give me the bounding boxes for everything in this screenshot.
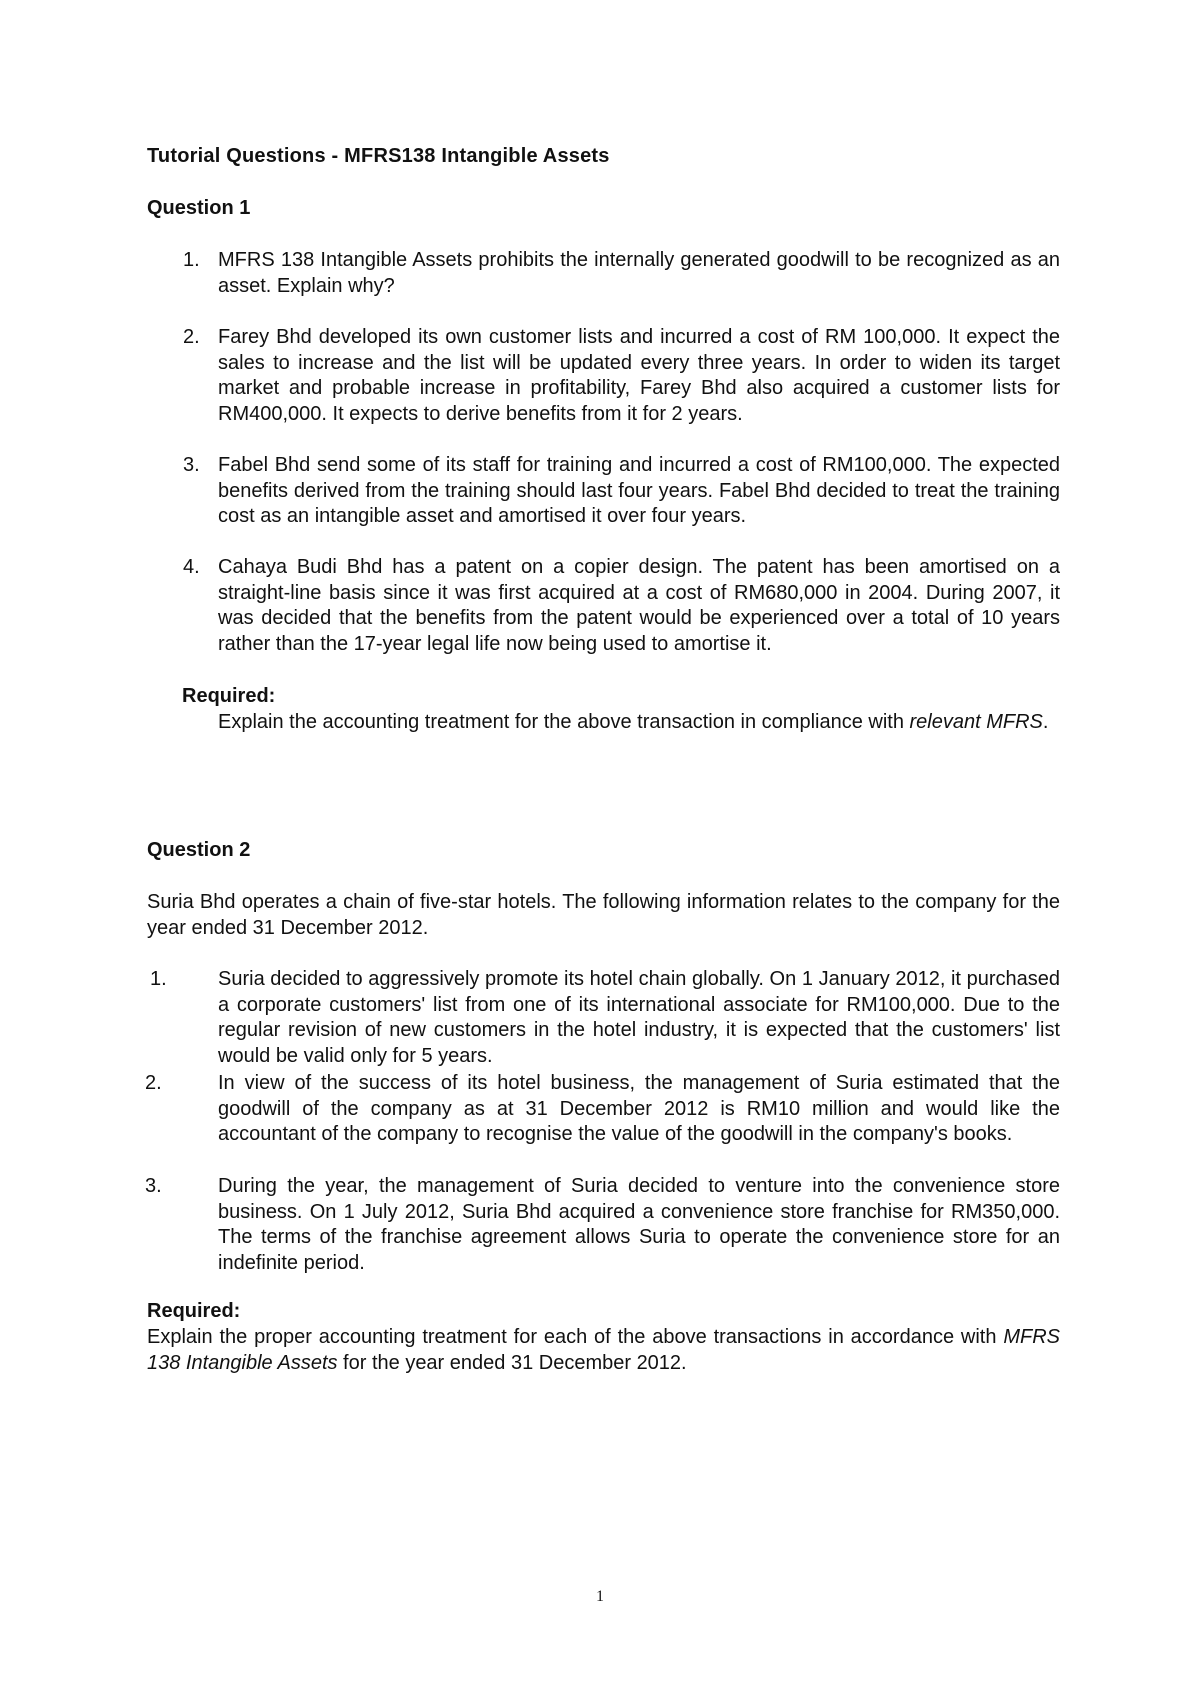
page-number: 1 <box>596 1588 604 1605</box>
q1-required-body: Explain the accounting treatment for the above transaction in compliance with <box>218 711 904 733</box>
q2-item-1-text: Suria decided to aggressively promote its hotel chain globally. On 1 January 2012, it purchased a corporate customers' list from one of its international associate for RM100,000. Due to the regular revision of new customers in the hotel industry, it is expected that the customers' list would be valid only for 5 years. <box>218 968 1060 1067</box>
q2-required-end: for the year ended 31 December 2012. <box>337 1351 687 1374</box>
q2-item-2-text: In view of the success of its hotel business, the management of Suria estimated that the goodwill of the company as at 31 December 2012 is RM10 million and would like the accountant of the company to recognise the value of the goodwill in the company's books. <box>218 1072 1060 1146</box>
q1-required-italic: relevant MFRS <box>909 711 1043 733</box>
question-1-heading: Question 1 <box>147 197 251 219</box>
q1-item-1-text: MFRS 138 Intangible Assets prohibits the internally generated goodwill to be recognized as an asset. Explain why? <box>218 249 1060 297</box>
q2-required-label: Required: <box>147 1300 241 1322</box>
q1-required-label: Required: <box>182 685 276 707</box>
q1-required-end: . <box>1042 711 1049 733</box>
q2-item-3-text: During the year, the management of Suria decided to venture into the convenience store business. On 1 July 2012, Suria Bhd acquired a convenience store franchise for RM350,000. The terms of the franchise agreement allows Suria to operate the convenience store for an indefinite period. <box>218 1175 1060 1274</box>
q2-required-body: Explain the proper accounting treatment for each of the above transactions in accordance with <box>147 1326 997 1348</box>
q2-item-3-number: 3. <box>145 1175 162 1197</box>
q1-item-3-number: 3. <box>183 454 200 476</box>
q1-item-4-text: Cahaya Budi Bhd has a patent on a copier design. The patent has been amortised on a straight-line basis since it was first acquired at a cost of RM680,000 in 2004. During 2007, it was decided that the benefits from the patent would be experienced over a total of 10 years rather than the 17-year legal life now being used to amortise it. <box>218 556 1060 655</box>
q2-required-italic: MFRS 138 Intangible Assets <box>147 1326 1061 1374</box>
q1-item-1-number: 1. <box>183 249 200 271</box>
q1-item-2-number: 2. <box>183 326 200 348</box>
q2-required-text <box>147 1325 1060 1376</box>
q1-item-4-number: 4. <box>183 556 200 578</box>
question-2-heading: Question 2 <box>147 839 251 861</box>
q2-item-1-number: 1. <box>150 968 167 990</box>
q2-intro: Suria Bhd operates a chain of five-star hotels. The following information relates to the company for the year ended 31 December 2012. <box>147 891 1060 939</box>
q1-item-2-text: Farey Bhd developed its own customer lists and incurred a cost of RM 100,000. It expect the sales to increase and the list will be updated every three years. In order to widen its target market and probable increase in profitability, Farey Bhd also acquired a customer lists for RM400,000. It expects to derive benefits from it for 2 years. <box>218 326 1060 425</box>
q1-item-3-text: Fabel Bhd send some of its staff for training and incurred a cost of RM100,000. The expected benefits derived from the training should last four years. Fabel Bhd decided to treat the training cost as an intangible asset and amortised it over four years. <box>218 454 1060 528</box>
q2-item-2-number: 2. <box>145 1072 162 1094</box>
document-title: Tutorial Questions - MFRS138 Intangible Assets <box>147 145 610 167</box>
q1-required-text <box>218 710 1060 736</box>
